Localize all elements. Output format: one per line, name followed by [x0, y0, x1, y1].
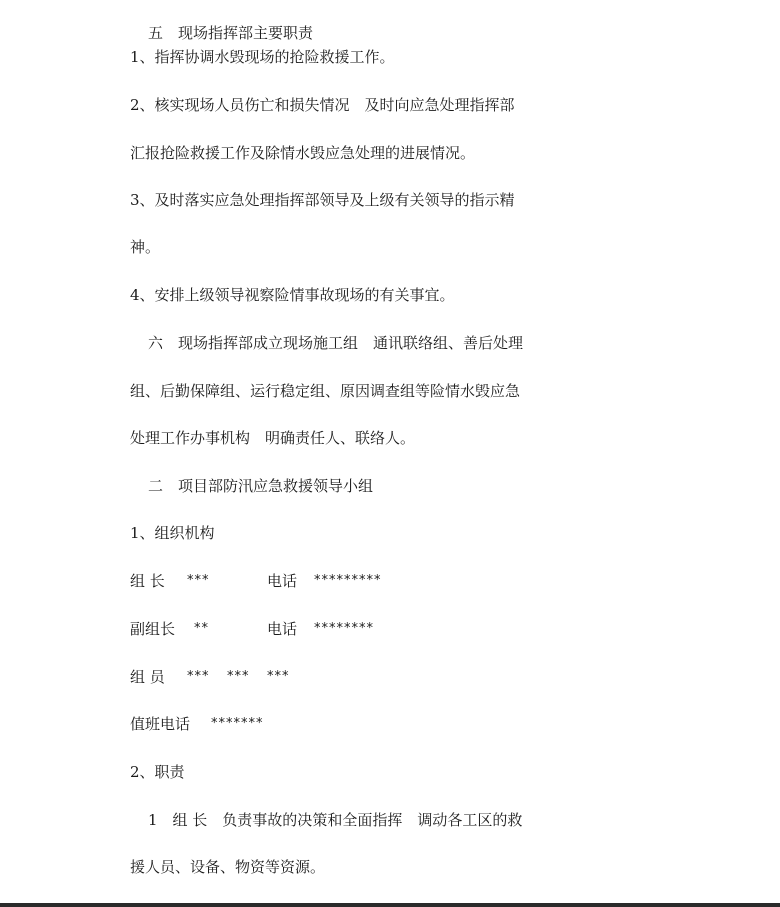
member-label: 组 员: [130, 668, 165, 686]
deputy-phone: ********: [314, 621, 374, 636]
paragraph-line: 4、安排上级领导视察险情事故现场的有关事宜。: [130, 286, 455, 304]
leader-label: 组 长: [130, 572, 165, 590]
member-name: ***: [227, 669, 250, 684]
paragraph-line: 2、核实现场人员伤亡和损失情况 及时向应急处理指挥部: [130, 96, 515, 114]
leader-phone: *********: [314, 573, 382, 588]
member-name: ***: [187, 669, 210, 684]
section-heading-five: 五 现场指挥部主要职责: [148, 24, 314, 42]
duty-phone: *******: [211, 716, 264, 731]
deputy-name: **: [194, 621, 209, 636]
duty-phone-label: 值班电话: [130, 715, 191, 733]
member-name: ***: [267, 669, 290, 684]
paragraph-line: 汇报抢险救援工作及除情水毁应急处理的进展情况。: [130, 144, 476, 162]
paragraph-line: 3、及时落实应急处理指挥部领导及上级有关领导的指示精: [130, 191, 515, 209]
leader-phone-label: 电话: [267, 572, 298, 590]
page-bottom-divider: [0, 903, 780, 907]
section-heading-six: 六 现场指挥部成立现场施工组 通讯联络组、善后处理: [148, 334, 524, 352]
paragraph-line: 援人员、设备、物资等资源。: [130, 858, 326, 876]
leader-name: ***: [187, 573, 210, 588]
deputy-label: 副组长: [130, 620, 176, 638]
paragraph-line: 1、指挥协调水毁现场的抢险救援工作。: [130, 48, 395, 66]
subsection-heading: 2、职责: [130, 763, 185, 781]
section-heading-two: 二 项目部防汛应急救援领导小组: [148, 477, 374, 495]
paragraph-line: 组、后勤保障组、运行稳定组、原因调查组等险情水毁应急: [130, 382, 521, 400]
paragraph-line: 1 组 长 负责事故的决策和全面指挥 调动各工区的救: [148, 811, 523, 829]
paragraph-line: 处理工作办事机构 明确责任人、联络人。: [130, 429, 416, 447]
paragraph-line: 神。: [130, 238, 161, 256]
deputy-phone-label: 电话: [267, 620, 298, 638]
subsection-heading: 1、组织机构: [130, 524, 215, 542]
